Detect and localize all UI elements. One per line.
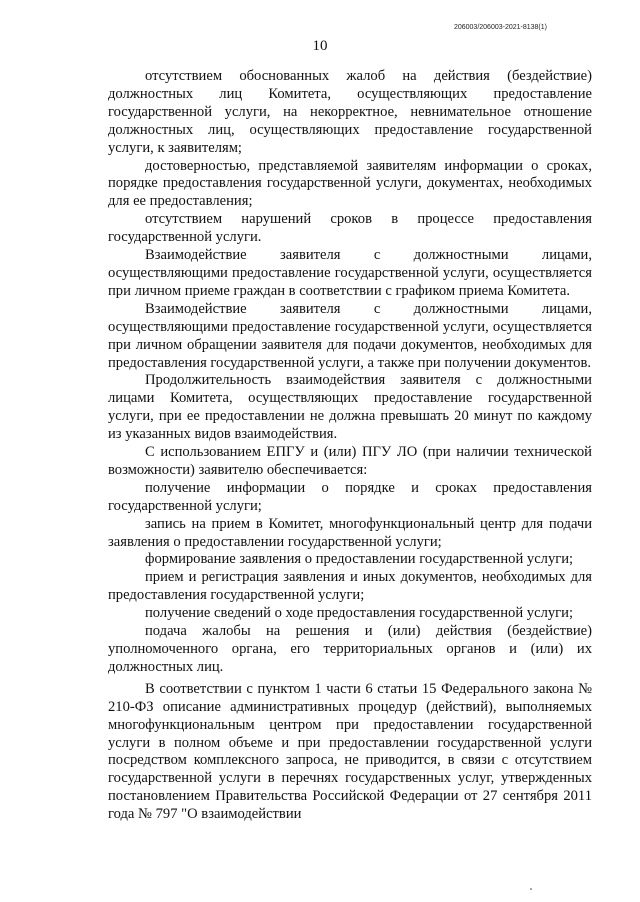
- paragraph: отсутствием нарушений сроков в процессе предоставления государственной услуги.: [108, 211, 592, 246]
- body-text: [108, 68, 592, 824]
- paragraph: достоверностью, представляемой заявителям информации о сроках, порядке предоставления государственной услуги, документах, необходимых для ее предоставления;: [108, 157, 592, 210]
- scan-speck: [530, 888, 532, 890]
- paragraph: отсутствием обоснованных жалоб на действия (бездействие) должностных лиц Комитета, осуществляющих предоставление государственной услуги, на некорректное, невнимательное отношение должностных лиц, осуществляющих предоставление государственной услуги, к заявителям;: [108, 68, 592, 156]
- paragraph: В соответствии с пунктом 1 части 6 статьи 15 Федерального закона № 210-ФЗ описание административных процедур (действий), выполняемых многофункциональным центром при предоставлении государственной услуги в полном объеме и при предоставлении государственной услуги посредством комплексного запроса, не приводится, в связи с отсутствием государственной услуги в перечнях государственных услуг, утвержденных постановлением Правительства Российской Федерации от 27 сентября 2011 года № 797 "О взаимодействии: [108, 680, 592, 823]
- paragraph: формирование заявления о предоставлении государственной услуги;: [145, 551, 574, 568]
- paragraph: Взаимодействие заявителя с должностными лицами, осуществляющими предоставление государственной услуги, осуществляется при личном обращении заявителя для подачи документов, необходимых для предоставления государственной услуги, а также при получении документов.: [108, 300, 592, 371]
- paragraph: Взаимодействие заявителя с должностными лицами, осуществляющими предоставление государственной услуги, осуществляется при личном приеме граждан в соответствии с графиком приема Комитета.: [108, 247, 592, 299]
- paragraph: получение сведений о ходе предоставления государственной услуги;: [145, 605, 574, 622]
- page-number: 10: [312, 38, 328, 54]
- document-id: 206003/206003-2021-8138(1): [453, 24, 547, 31]
- paragraph: подача жалобы на решения и (или) действия (бездействие) уполномоченного органа, его территориальных органов и (или) их должностных лиц.: [108, 623, 592, 675]
- paragraph: Продолжительность взаимодействия заявителя с должностными лицами Комитета, осуществляющих предоставление государственной услуги, при ее предоставлении не должна превышать 20 минут по каждому из указанных видов взаимодействия.: [108, 372, 592, 443]
- paragraph: получение информации о порядке и сроках предоставления государственной услуги;: [108, 479, 592, 514]
- paragraph: С использованием ЕПГУ и (или) ПГУ ЛО (при наличии технической возможности) заявителю обеспечивается:: [108, 444, 592, 478]
- paragraph: прием и регистрация заявления и иных документов, необходимых для предоставления государственной услуги;: [108, 569, 592, 604]
- paragraph: запись на прием в Комитет, многофункциональный центр для подачи заявления о предоставлении государственной услуги;: [108, 515, 592, 550]
